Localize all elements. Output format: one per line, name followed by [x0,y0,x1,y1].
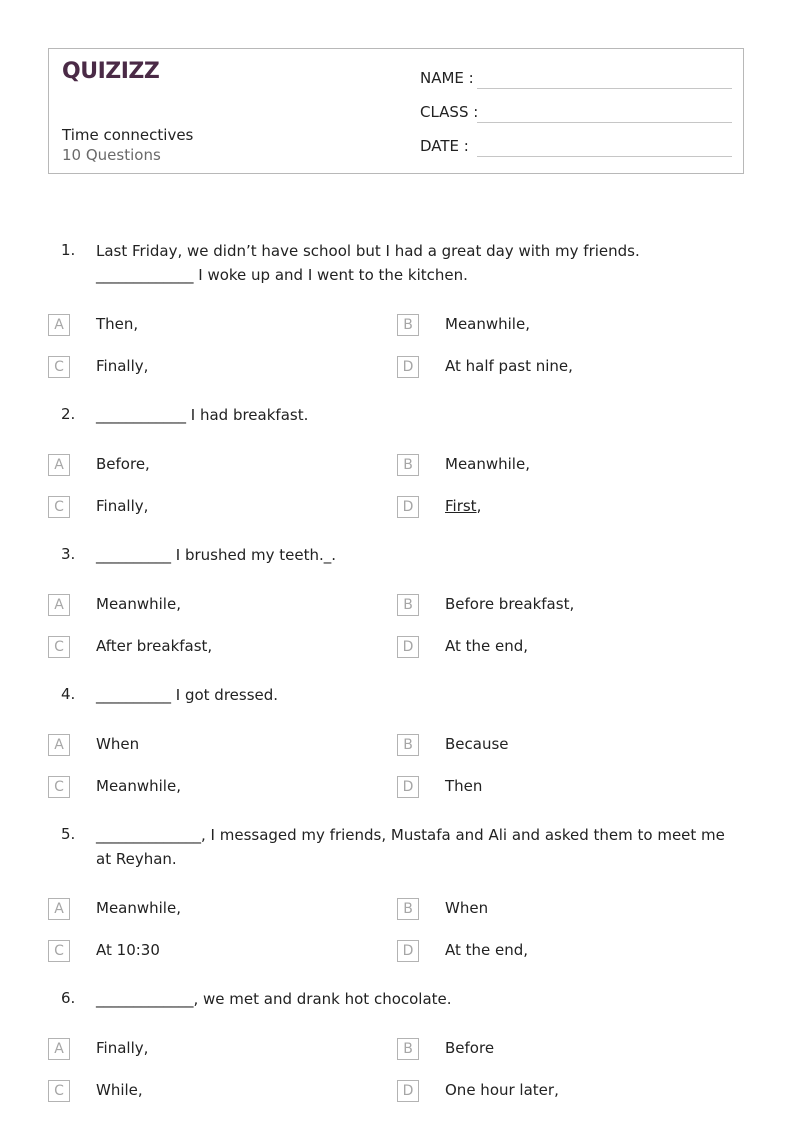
question-text: ______________, I messaged my friends, Mustafa and Ali and asked them to meet me at Reyhan. [96,826,725,868]
option-text: One hour later, [445,1081,559,1099]
date-label: DATE : [420,137,469,155]
option-letter-box: B [397,594,419,616]
date-line [477,156,732,157]
question-number: 2. [61,405,76,423]
option-suffix: , [476,497,482,515]
option-letter-box: B [397,454,419,476]
option-letter-box: C [48,940,70,962]
option-underlined-word: First [445,497,477,515]
option-letter-box: C [48,636,70,658]
option-text: Finally, [96,357,149,375]
option-letter-box: A [48,594,70,616]
option-letter-box: D [397,1080,419,1102]
option-letter-box: D [397,496,419,518]
question-number: 6. [61,989,76,1007]
question-number: 1. [61,241,76,259]
option-text: At half past nine, [445,357,573,375]
option-text: After breakfast, [96,637,213,655]
question-text: __________ I got dressed. [96,686,279,704]
option-text: Then, [96,315,139,333]
question-number: 5. [61,825,76,843]
option-text: Before [445,1039,495,1057]
option-letter-box: C [48,776,70,798]
class-label: CLASS : [420,103,479,121]
option-letter-box: D [397,940,419,962]
option-text: While, [96,1081,143,1099]
name-label: NAME : [420,69,474,87]
option-text: Meanwhile, [96,777,181,795]
option-letter-box: D [397,776,419,798]
option-text: Because [445,735,509,753]
option-letter-box: A [48,314,70,336]
option-letter-box: B [397,734,419,756]
option-letter-box: D [397,356,419,378]
question-number: 4. [61,685,76,703]
option-letter-box: C [48,1080,70,1102]
option-text: At the end, [445,941,529,959]
option-letter-box: B [397,898,419,920]
quizizz-logo: QUIZIZZ [62,59,160,84]
option-letter-box: C [48,356,70,378]
option-text [445,497,481,515]
option-letter-box: B [397,1038,419,1060]
option-text: At the end, [445,637,529,655]
option-letter-box: A [48,734,70,756]
option-text: Meanwhile, [445,315,530,333]
question-count: 10 Questions [62,146,161,164]
option-text: Then [445,777,483,795]
option-text: Meanwhile, [445,455,530,473]
question-text: ____________ I had breakfast. [96,406,309,424]
option-text: Before breakfast, [445,595,575,613]
name-line [477,88,732,89]
option-text: At 10:30 [96,941,160,959]
option-text: Before, [96,455,150,473]
option-letter-box: A [48,1038,70,1060]
option-letter-box: A [48,454,70,476]
option-text: When [445,899,489,917]
option-letter-box: B [397,314,419,336]
option-text: When [96,735,140,753]
option-text: Meanwhile, [96,899,181,917]
option-letter-box: A [48,898,70,920]
question-text: Last Friday, we didn’t have school but I had a great day with my friends. _____________ I woke up and I went to the kitchen. [96,242,640,284]
worksheet-header [48,48,744,174]
worksheet-title: Time connectives [62,126,194,144]
option-text: Finally, [96,1039,149,1057]
question-number: 3. [61,545,76,563]
question-text: _____________, we met and drank hot chocolate. [96,990,452,1008]
option-text: Meanwhile, [96,595,181,613]
option-letter-box: C [48,496,70,518]
option-letter-box: D [397,636,419,658]
option-text: Finally, [96,497,149,515]
class-line [477,122,732,123]
question-text: __________ I brushed my teeth._. [96,546,337,564]
